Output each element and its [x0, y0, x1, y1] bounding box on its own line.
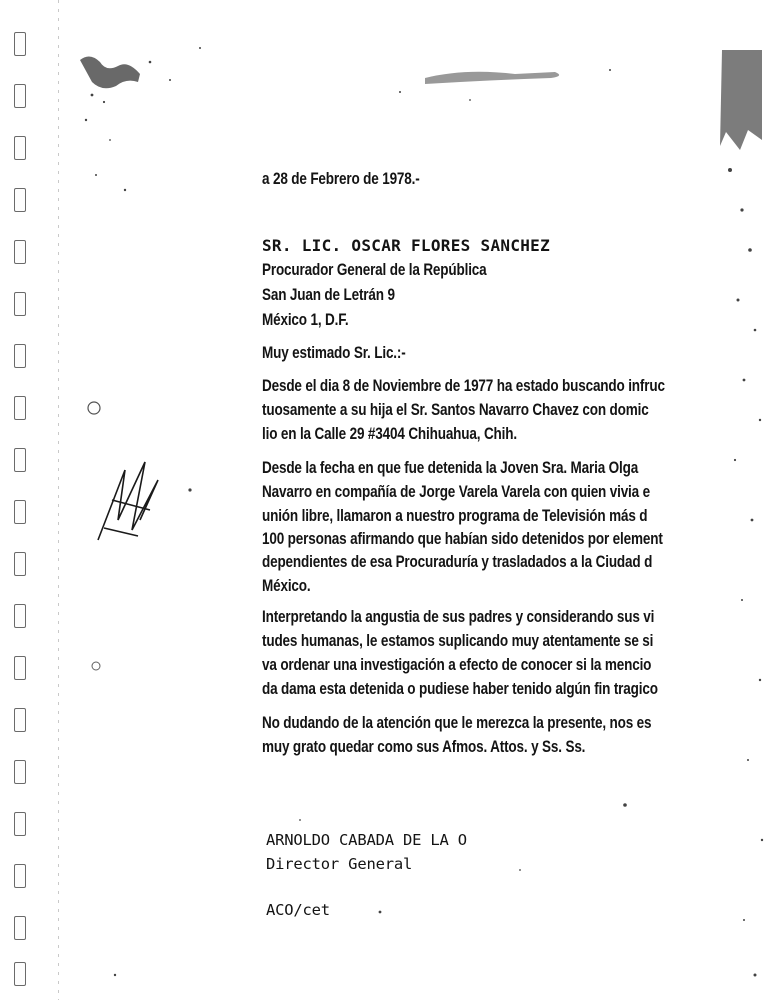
paragraph-2-line-4: 100 personas afirmando que habían sido detenidos por element	[262, 530, 663, 548]
paragraph-1-line-1: Desde el dia 8 de Noviembre de 1977 ha estado buscando infruc	[262, 377, 665, 395]
reference-initials: ACO/cet	[266, 901, 330, 919]
recipient-address: San Juan de Letrán 9	[262, 286, 395, 304]
paragraph-3-line-2: tudes humanas, le estamos suplicando muy atentamente se si	[262, 632, 654, 650]
paragraph-2-line-5: dependientes de esa Procuraduría y trasladados a la Ciudad d	[262, 553, 653, 571]
paragraph-2-line-2: Navarro en compañía de Jorge Varela Varela con quien vivia e	[262, 483, 650, 501]
salutation: Muy estimado Sr. Lic.:-	[262, 344, 406, 362]
paragraph-2-line-3: unión libre, llamaron a nuestro programa de Televisión más d	[262, 507, 648, 525]
paragraph-2-line-1: Desde la fecha en que fue detenida la Joven Sra. Maria Olga	[262, 459, 639, 477]
recipient-name: SR. LIC. OSCAR FLORES SANCHEZ	[262, 236, 551, 255]
paragraph-3-line-4: da dama esta detenida o pudiese haber tenido algún fin tragico	[262, 680, 658, 698]
recipient-city: México 1, D.F.	[262, 311, 349, 329]
paragraph-2-line-6: México.	[262, 577, 311, 595]
paragraph-3-line-1: Interpretando la angustia de sus padres y considerando sus vi	[262, 608, 655, 626]
signature-position: Director General	[266, 855, 413, 873]
paragraph-4-line-1: No dudando de la atención que le merezca la presente, nos es	[262, 714, 652, 732]
paragraph-1-line-3: lio en la Calle 29 #3404 Chihuahua, Chih.	[262, 425, 517, 443]
letter-date: a 28 de Febrero de 1978.-	[262, 170, 420, 188]
paragraph-4-line-2: muy grato quedar como sus Afmos. Attos. y Ss. Ss.	[262, 738, 586, 756]
paragraph-3-line-3: va ordenar una investigación a efecto de conocer si la mencio	[262, 656, 652, 674]
handwritten-mark-icon	[98, 462, 158, 540]
signature-name: ARNOLDO CABADA DE LA O	[266, 831, 467, 849]
paragraph-1-line-2: tuosamente a su hija el Sr. Santos Navarro Chavez con domic	[262, 401, 649, 419]
recipient-title: Procurador General de la República	[262, 261, 487, 279]
